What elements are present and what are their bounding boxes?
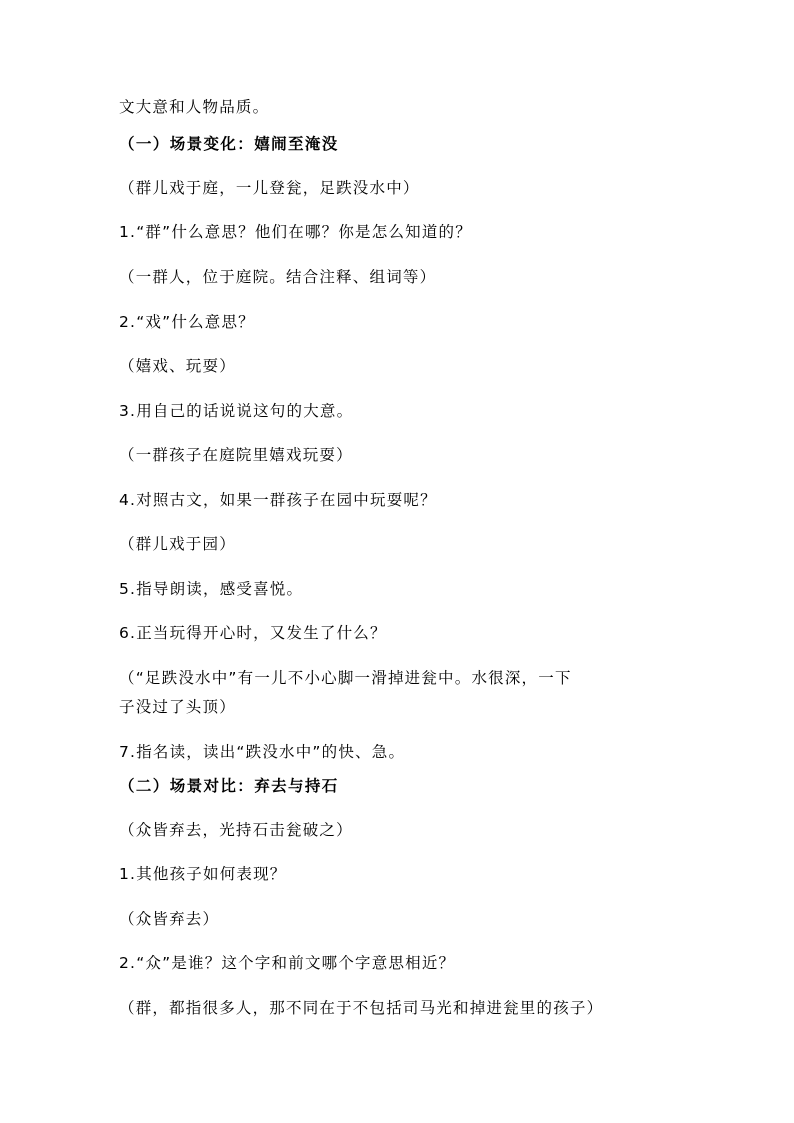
answer-line-continued: 子没过了头顶）: [119, 698, 236, 716]
text-line: 文大意和人物品质。: [119, 98, 270, 116]
answer-line: （一群孩子在庭院里嬉戏玩耍）: [119, 446, 353, 464]
answer-line: （一群人，位于庭院。结合注释、组词等）: [119, 268, 437, 286]
question-line: 3.用自己的话说说这句的大意。: [119, 402, 354, 420]
question-line: 2.“众”是谁？这个字和前文哪个字意思相近？: [119, 954, 456, 972]
answer-line: （嬉戏、玩耍）: [119, 357, 236, 375]
question-line: 5.指导朗读，感受喜悦。: [119, 580, 304, 598]
section-heading: （一）场景变化：嬉闹至淹没: [119, 135, 339, 153]
section-heading: （二）场景对比：弃去与持石: [119, 777, 339, 795]
answer-line: （群儿戏于园）: [119, 535, 236, 553]
answer-line: （“足跌没水中”有一儿不小心脚一滑掉进瓮中。水很深，一下: [119, 669, 572, 687]
question-line: 7.指名读，读出“跌没水中”的快、急。: [119, 743, 406, 761]
question-line: 6.正当玩得开心时，又发生了什么？: [119, 624, 387, 642]
answer-line: （众皆弃去）: [119, 910, 220, 928]
text-line: （众皆弃去，光持石击瓮破之）: [119, 821, 353, 839]
answer-line: （群，都指很多人，那不同在于不包括司马光和掉进瓮里的孩子）: [119, 999, 604, 1017]
text-line: （群儿戏于庭，一儿登瓮，足跌没水中）: [119, 179, 420, 197]
question-line: 1.“群”什么意思？他们在哪？你是怎么知道的？: [119, 223, 472, 241]
question-line: 4.对照古文，如果一群孩子在园中玩耍呢？: [119, 491, 437, 509]
question-line: 2.“戏”什么意思？: [119, 313, 255, 331]
question-line: 1.其他孩子如何表现？: [119, 865, 287, 883]
